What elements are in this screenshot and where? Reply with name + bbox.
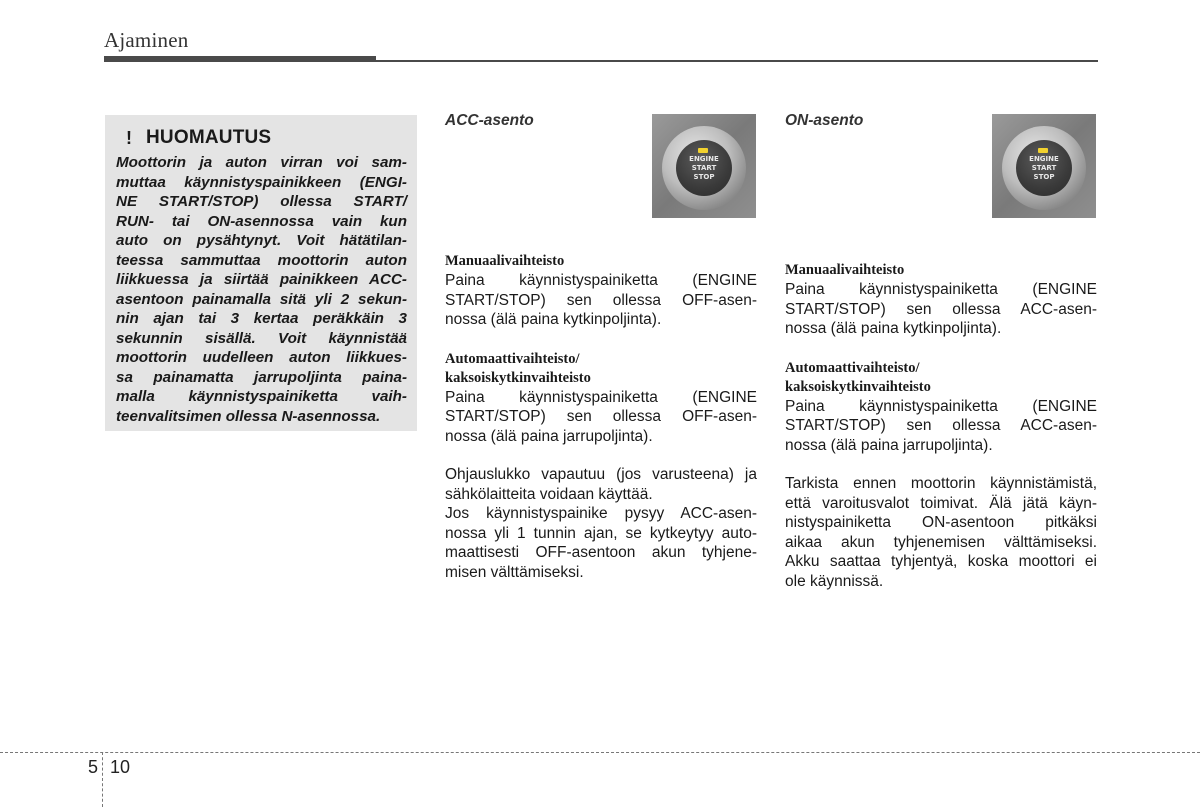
text-line: Paina käynnistyspainiketta (ENGINE xyxy=(445,388,757,406)
acc-auto-text xyxy=(445,388,757,447)
notice-box xyxy=(105,115,417,431)
text-line: maattisesti OFF-asentoon akun tyhjene- xyxy=(445,544,757,561)
text-line: nossa (älä paina jarrupoljinta). xyxy=(785,436,993,454)
chapter-number: 5 xyxy=(88,757,99,777)
header-rule-thin xyxy=(376,60,1098,62)
notice-line: malla käynnistyspainiketta vaih- xyxy=(116,388,407,405)
text-line: nossa (älä paina kytkinpoljinta). xyxy=(785,320,1002,337)
text-line: Paina käynnistyspainiketta (ENGINE xyxy=(445,272,757,289)
text-line: Ohjauslukko vapautuu (jos varusteena) ja xyxy=(445,466,757,483)
text-line: START/STOP) sen ollessa ACC-asen- xyxy=(785,417,1097,434)
notice-line: auto on pysähtynyt. Voit hätätilan- xyxy=(116,232,407,249)
text-line: Paina käynnistyspainiketta (ENGINE xyxy=(785,281,1097,298)
text-line: nistyspainiketta ON-asentoon pitkäksi xyxy=(785,514,1097,531)
engine-start-button-photo-acc xyxy=(652,114,756,218)
button-label-stop: STOP xyxy=(693,173,715,181)
on-auto-heading-1: Automaattivaihteisto/ xyxy=(785,359,920,376)
button-cap xyxy=(676,140,732,196)
notice-header xyxy=(116,125,407,151)
notice-line: Moottorin ja auton virran voi sam- xyxy=(116,154,407,171)
button-label-start: START xyxy=(691,164,717,172)
notice-line: RUN- tai ON-asennossa vain kun xyxy=(116,212,407,230)
header-rule-thick xyxy=(104,56,376,62)
notice-line: teenvalitsimen ollessa N-asennossa. xyxy=(116,407,381,425)
on-position-label: ON-asento xyxy=(785,112,864,129)
button-label-engine: ENGINE xyxy=(689,155,719,163)
text-line: nossa (älä paina jarrupoljinta). xyxy=(445,427,653,445)
button-label-start: START xyxy=(1031,164,1057,172)
on-manual-text xyxy=(785,280,1097,339)
text-line: sähkölaitteita voidaan käyttää. xyxy=(445,485,653,503)
notice-line: asentoon painamalla sitä yli 2 sekun- xyxy=(116,290,407,308)
text-line: START/STOP) sen ollessa OFF-asen- xyxy=(445,408,757,425)
text-line: Paina käynnistyspainiketta (ENGINE xyxy=(785,397,1097,415)
text-line: ole käynnissä. xyxy=(785,572,884,590)
button-label-engine: ENGINE xyxy=(1029,155,1059,163)
notice-line: muttaa käynnistyspainikkeen (ENGI- xyxy=(116,173,407,191)
notice-line: nin ajan tai 3 kertaa peräkkäin 3 xyxy=(116,310,407,327)
button-cap xyxy=(1016,140,1072,196)
on-auto-heading-2: kaksoiskytkinvaihteisto xyxy=(785,378,931,395)
text-line: Tarkista ennen moottorin käynnistämistä, xyxy=(785,475,1097,492)
footer-dashed-rule xyxy=(0,752,1200,753)
led-indicator xyxy=(1038,148,1048,153)
notice-body xyxy=(116,153,407,426)
notice-title: HUOMAUTUS xyxy=(146,127,272,148)
engine-start-button-photo-on xyxy=(992,114,1096,218)
button-label-stop: STOP xyxy=(1033,173,1055,181)
on-auto-text xyxy=(785,397,1097,456)
acc-manual-heading: Manuaalivaihteisto xyxy=(445,253,565,269)
notice-line: moottorin uudelleen auton liikkues- xyxy=(116,349,407,366)
exclamation-icon: ! xyxy=(126,127,132,148)
button-bezel xyxy=(1002,126,1086,210)
acc-auto-heading-2: kaksoiskytkinvaihteisto xyxy=(445,369,591,386)
notice-line: teessa sammuttaa moottorin auton xyxy=(116,251,407,269)
notice-line: sa painamatta jarrupoljinta paina- xyxy=(116,368,407,386)
button-bezel xyxy=(662,126,746,210)
notice-line: liikkuessa ja siirtää painikkeen ACC- xyxy=(116,271,407,288)
text-line: että varoitusvalot toimivat. Älä jätä käyn- xyxy=(785,494,1097,512)
text-line: nossa yli 1 tunnin ajan, se kytkeytyy auto- xyxy=(445,524,757,542)
on-manual-heading: Manuaalivaihteisto xyxy=(785,262,905,278)
acc-note-text xyxy=(445,465,757,582)
text-line: misen välttämiseksi. xyxy=(445,563,584,581)
text-line: Akku saattaa tyhjentyä, koska moottori ei xyxy=(785,553,1097,570)
text-line: START/STOP) sen ollessa OFF-asen- xyxy=(445,291,757,309)
acc-position-label: ACC-asento xyxy=(445,112,534,129)
acc-manual-text xyxy=(445,271,757,330)
text-line: aikaa akun tyhjenemisen välttämiseksi. xyxy=(785,533,1097,551)
footer-dashed-divider xyxy=(102,752,103,807)
on-note-text xyxy=(785,474,1097,591)
notice-line: sekunnin sisällä. Voit käynnistää xyxy=(116,329,407,347)
acc-auto-heading-1: Automaattivaihteisto/ xyxy=(445,350,580,367)
text-line: Jos käynnistyspainike pysyy ACC-asen- xyxy=(445,505,757,522)
page-number: 10 xyxy=(110,757,131,777)
led-indicator xyxy=(698,148,708,153)
notice-line: NE START/STOP) ollessa START/ xyxy=(116,193,407,210)
text-line: START/STOP) sen ollessa ACC-asen- xyxy=(785,300,1097,318)
text-line: nossa (älä paina kytkinpoljinta). xyxy=(445,311,662,328)
section-title: Ajaminen xyxy=(104,28,189,52)
